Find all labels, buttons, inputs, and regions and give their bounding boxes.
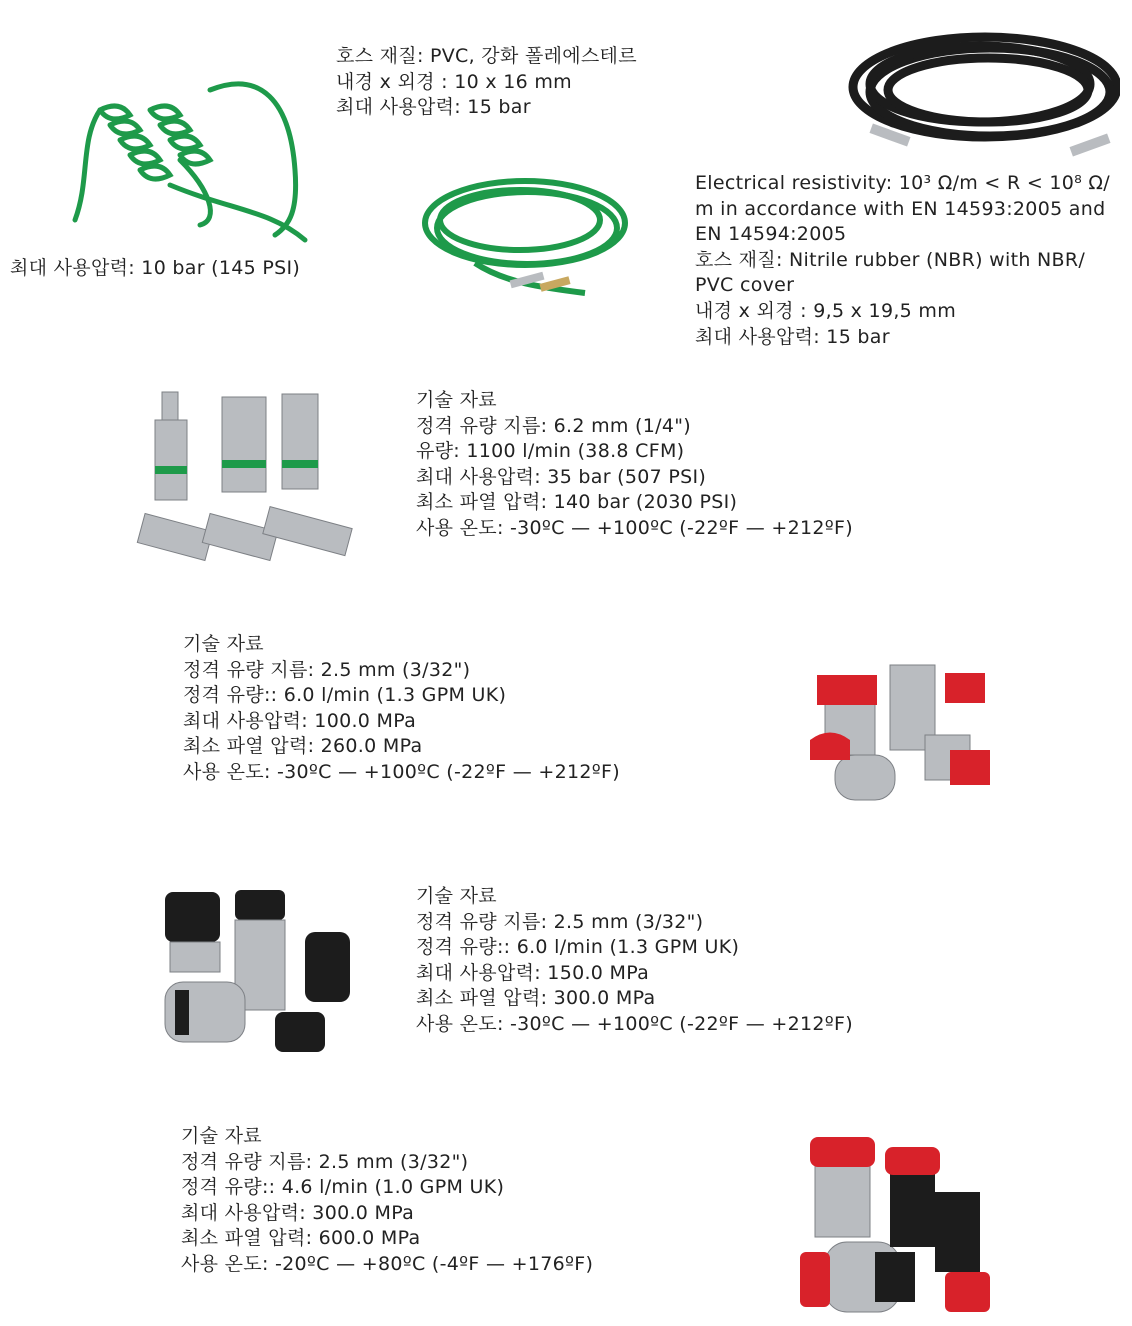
tech-spec-line: 최소 파열 압력: 300.0 MPa (416, 987, 656, 1010)
rubber-spec-line: 내경 x 외경 : 9,5 x 19,5 mm (695, 299, 957, 322)
tech-spec-line: 사용 온도: -30ºC — +100ºC (-22ºF — +212ºF) (416, 516, 853, 539)
rubber-hose-spec-text (695, 171, 1110, 350)
tech-spec-line: 정격 유량:: 4.6 l/min (1.0 GPM UK) (181, 1176, 505, 1199)
green-coupling-set-image (130, 382, 360, 582)
tech-spec-line: 최대 사용압력: 35 bar (507 PSI) (416, 465, 707, 488)
tech-spec-line: 정격 유량 지름: 2.5 mm (3/32") (183, 658, 471, 681)
tech-spec-line: 최대 사용압력: 150.0 MPa (416, 961, 650, 984)
tech-spec-1 (416, 388, 853, 542)
tech-spec-line: 최소 파열 압력: 600.0 MPa (181, 1227, 421, 1250)
rubber-spec-line: m in accordance with EN 14593:2005 and (695, 197, 1106, 220)
hose-spec-line: 최대 사용압력: 15 bar (336, 96, 531, 119)
coil-hose-image (60, 60, 310, 250)
green-hose-image (415, 168, 630, 303)
tech-spec-line: 정격 유량 지름: 2.5 mm (3/32") (181, 1150, 469, 1173)
tech-spec-line: 정격 유량:: 6.0 l/min (1.3 GPM UK) (416, 936, 740, 959)
coil-hose-caption (10, 256, 300, 282)
red-coupling-set-image-2 (795, 1132, 1000, 1322)
tech-spec-line: 최소 파열 압력: 140 bar (2030 PSI) (416, 491, 738, 514)
tech-spec-line: 최소 파열 압력: 260.0 MPa (183, 735, 423, 758)
tech-spec-line: 사용 온도: -20ºC — +80ºC (-4ºF — +176ºF) (181, 1252, 594, 1275)
rubber-spec-line: 호스 재질: Nitrile rubber (NBR) with NBR/ (695, 248, 1086, 271)
rubber-spec-line: PVC cover (695, 274, 795, 297)
black-coupling-set-image (145, 882, 385, 1062)
tech-spec-line: 정격 유량 지름: 6.2 mm (1/4") (416, 414, 691, 437)
tech-spec-title: 기술 자료 (416, 389, 497, 411)
tech-spec-line: 사용 온도: -30ºC — +100ºC (-22ºF — +212ºF) (416, 1012, 853, 1035)
rubber-spec-line: 최대 사용압력: 15 bar (695, 325, 890, 348)
tech-spec-line: 최대 사용압력: 100.0 MPa (183, 709, 417, 732)
tech-spec-line: 사용 온도: -30ºC — +100ºC (-22ºF — +212ºF) (183, 760, 620, 783)
tech-spec-title: 기술 자료 (183, 633, 264, 655)
tech-spec-line: 정격 유량:: 6.0 l/min (1.3 GPM UK) (183, 684, 507, 707)
tech-spec-4 (181, 1124, 593, 1278)
tech-spec-2 (183, 632, 620, 786)
red-coupling-set-image-1 (805, 655, 1005, 810)
tech-spec-title: 기술 자료 (181, 1125, 262, 1147)
tech-spec-3 (416, 884, 853, 1038)
hose-spec-text (336, 44, 637, 121)
tech-spec-line: 최대 사용압력: 300.0 MPa (181, 1201, 415, 1224)
rubber-hose-image (840, 22, 1120, 172)
rubber-spec-line: EN 14594:2005 (695, 223, 847, 246)
tech-spec-title: 기술 자료 (416, 885, 497, 907)
tech-spec-line: 유량: 1100 l/min (38.8 CFM) (416, 440, 685, 463)
rubber-spec-line: Electrical resistivity: 10³ Ω/m < R < 10⁸ Ω/ (695, 172, 1110, 194)
hose-spec-line: 호스 재질: PVC, 강화 폴레에스테르 (336, 45, 637, 67)
tech-spec-line: 정격 유량 지름: 2.5 mm (3/32") (416, 910, 704, 933)
coil-hose-caption-text: 최대 사용압력: 10 bar (145 PSI) (10, 257, 301, 279)
hose-spec-line: 내경 x 외경 : 10 x 16 mm (336, 70, 572, 93)
